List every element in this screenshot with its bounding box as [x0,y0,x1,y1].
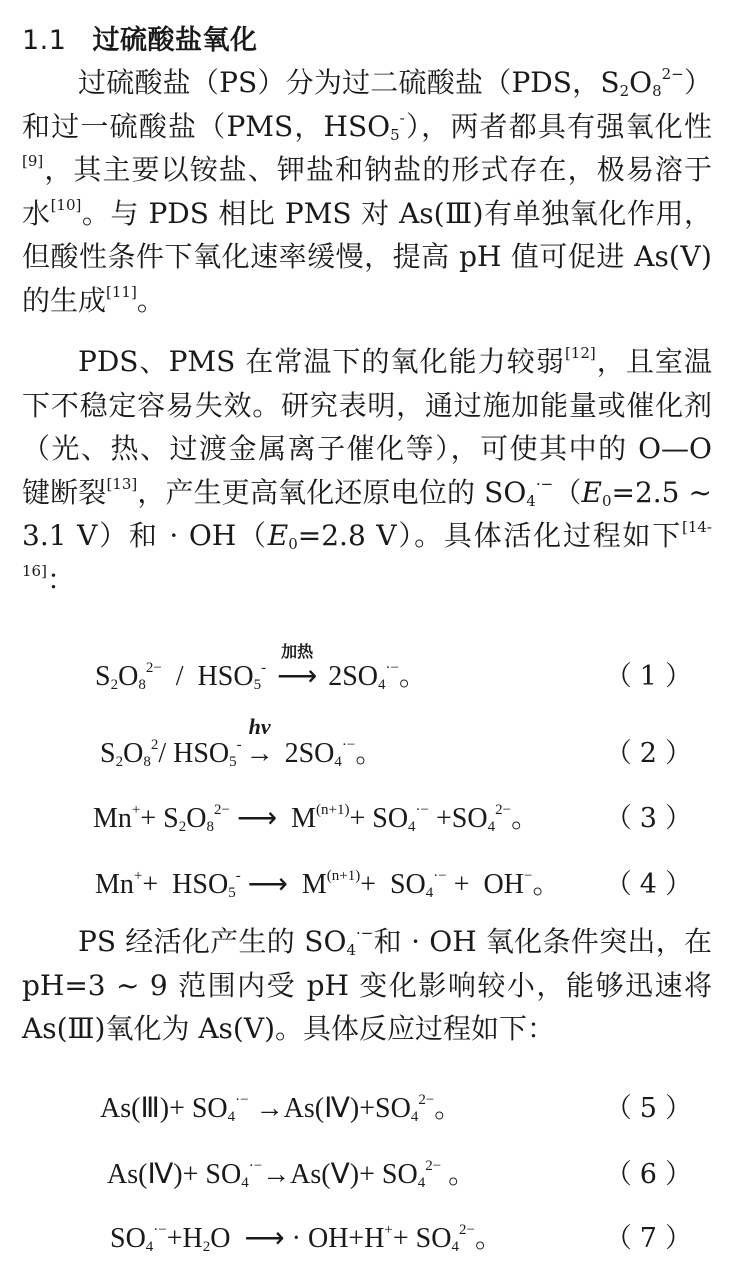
equation-number-3: （3） [604,803,700,834]
equation-4 [0,856,730,904]
para1-sup-1: 2− [661,65,684,83]
equation-6 [0,1146,730,1194]
para1-sub-3: 5 [390,125,400,144]
para3-text-1: PS 经活化产生的 SO [78,925,347,958]
paragraph-activation [22,340,712,601]
para3-sub-1: 4 [346,941,356,959]
equation-2 [0,714,730,773]
citation-9: [9] [22,152,44,170]
para1-text-1: 过硫酸盐（PS）分为过二硫酸盐（PDS，S [78,66,620,99]
citation-11: [11] [106,282,137,301]
paragraph-ps-activation-result [22,920,712,1051]
para2-text-2: ，且室温下不稳定容易失效。研究表明，通过施加能量或催化剂（光、热、过渡金属离子催化等），可使其中的 O—O 键断裂 [22,345,712,509]
equation-number-5: （5） [604,1093,700,1124]
para3-sup-1: ·− [355,924,374,942]
para1-text-5: 。与 PDS 相比 PMS 对 As(Ⅲ)有单独氧化作用，但酸性条件下氧化速率缓慢，提高 pH 值可促进 As(Ⅴ)的生成 [22,196,712,317]
equation-7-formula: $SO_4^{\cdot-}+H_2O$ ⟶ · $OH+H^++ SO_4^{2-}$。 [110,1222,503,1255]
equation-4-formula: $Mn^++ HSO_5^-$ ⟶ $M^{(n+1)}+ SO_4^{\cdot-} + OH^-$。 [95,868,561,901]
para1-sup-2: - [399,108,405,127]
equation-2-formula: $S_2O_8^2/$ $HSO_5^-$ hv → $2SO_4^{\cdot-}$。 [100,714,384,770]
e0-symbol-b: E [267,519,289,552]
equation-5 [0,1080,730,1128]
e0-sub-b: 0 [288,535,298,553]
para2-text-7: ： [46,562,75,596]
para2-sub-1: 4 [526,491,536,510]
para1-text-end: ） [683,66,712,99]
para2-text-5: =2.5 ~ 3.1 V）和 · OH（ [22,475,712,552]
equation-number-1: （1） [604,661,700,692]
para2-text-1: PDS、PMS 在常温下的氧化能力较弱 [78,345,565,378]
citation-12: [12] [564,344,596,362]
para1-sub-2: 8 [652,82,662,100]
equation-3 [0,790,730,838]
paragraph-ps-intro [22,61,712,322]
equation-number-6: （6） [604,1159,700,1190]
para2-text-4: （ [553,475,582,509]
light-arrow: hv → [245,714,274,769]
heat-arrow: 加热 ⟶ [273,659,321,693]
equation-5-formula: As(Ⅲ)+ $SO_4^{\cdot-}$ $\to As(Ⅳ)+SO_4^{2-}$。 [100,1092,463,1125]
para1-text-2: 和过一硫酸盐（PMS，HSO [22,109,391,143]
para2-text-3: ，产生更高氧化还原电位的 SO [137,475,527,509]
equation-3-formula: $Mn^++ S_2O_8^{2-}$ ⟶ $M^{(n+1)}+ SO_4^{\cdot-} +SO_4^{2-}$。 [93,802,540,835]
equation-1-formula: $S_2O_8^{2-} / HSO_5^-$ 加热 ⟶ $2SO_4^{\cdot-}$。 [95,654,427,694]
para2-text-6: =2.8 V）。具体活化过程如下 [297,519,682,552]
equation-7 [0,1210,730,1258]
para1-o: O [629,66,653,99]
para1-text-4: ，其主要以铵盐、钾盐和钠盐的形式存在，极易溶于水 [22,153,712,230]
para1-text-6: 。 [136,283,165,317]
equation-number-7: （7） [604,1223,700,1254]
para2-sup-1: ·− [535,474,554,493]
section-number: 1.1 [22,25,67,56]
equation-number-4: （4） [604,869,700,900]
equation-6-formula: As(Ⅳ)+ $SO_4^{\cdot-}\to As(Ⅴ)+ SO_4^{2-}$ 。 [107,1158,477,1191]
heat-label: 加热 [281,642,314,661]
citation-10: [10] [50,195,82,214]
equation-1 [0,642,730,696]
e0-sub-a: 0 [601,491,612,510]
equation-number-2: （2） [604,738,700,769]
para1-text-3: ），两者都具有强氧化性 [404,109,712,143]
hv-label: hv [248,714,271,739]
para1-sub-1: 2 [619,82,630,100]
para3-text-2: 和 · OH 氧化条件突出，在 pH=3 ~ 9 范围内受 pH 变化影响较小，能够迅速将 As(Ⅲ)氧化为 As(Ⅴ)。具体反应过程如下： [22,925,712,1045]
citation-14-16: [14-16] [22,518,712,580]
citation-13: [13] [106,474,138,493]
section-heading [22,18,257,57]
section-title: 过硫酸盐氧化 [92,25,258,56]
e0-symbol-a: E [581,475,602,509]
